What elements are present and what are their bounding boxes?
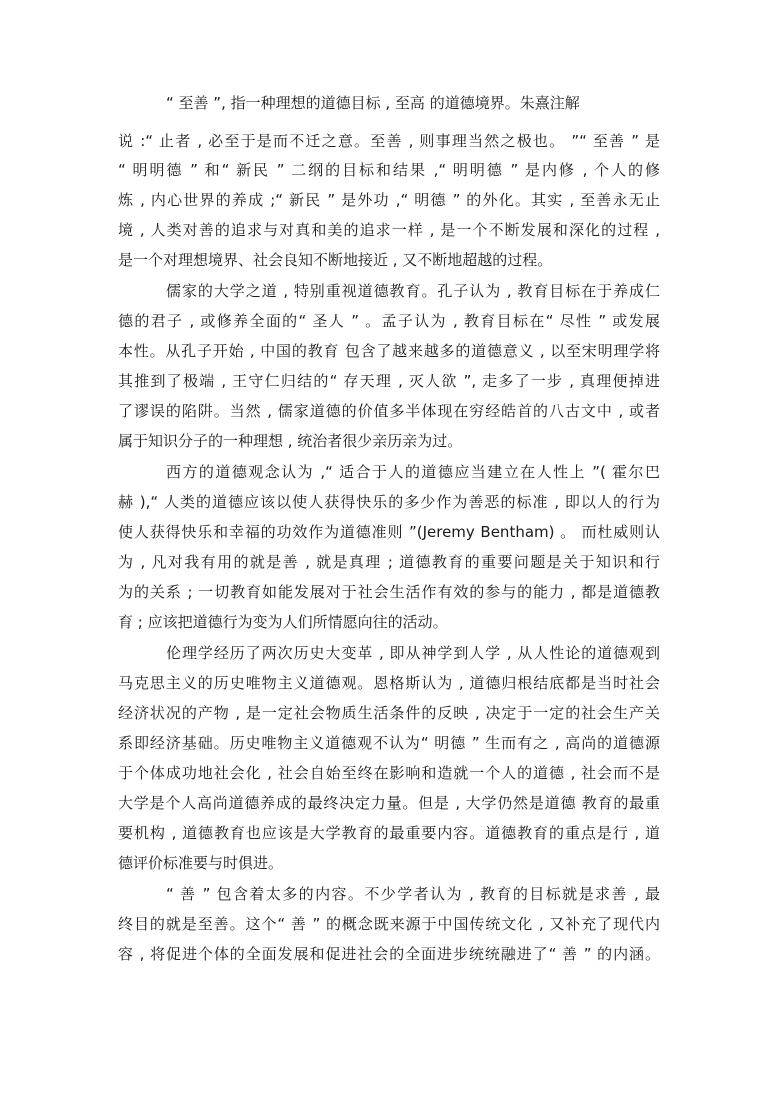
paragraph-1-line-5: 境 , 人类对善的追求与对真和美的追求一样 , 是一个不断发展和深化的过程 , bbox=[118, 221, 660, 239]
paragraph-4-line-5: 于个体成功地社会化 , 社会自始至终在影响和造就一个人的道德 , 社会而不是 bbox=[118, 764, 660, 782]
paragraph-2-line-4: 其推到了极端 , 王守仁归结的“ 存天理 , 灭人欲 ”, 走多了一步 , 真理便掉进 bbox=[118, 372, 660, 390]
paragraph-3-line-6: 育 ; 应该把道德行为变为人们所情愿向往的活动。 bbox=[118, 613, 448, 631]
paragraph-1-line-3: “ 明明德 ” 和“ 新民 ” 二纲的目标和结果 ,“ 明明德 ” 是内修 , 个人的修 bbox=[118, 161, 660, 179]
paragraph-1-line-4: 炼 , 内心世界的养成 ;“ 新民 ” 是外功 ,“ 明德 ” 的外化。其实 , 至善永无止 bbox=[118, 191, 660, 209]
paragraph-1-line-6: 是一个对理想境界、社会良知不断地接近 , 又不断地超越的过程。 bbox=[118, 251, 553, 269]
paragraph-2-line-6: 属于知识分子的一种理想 , 统治者很少亲历亲为过。 bbox=[118, 432, 463, 450]
paragraph-4-line-8: 德评价标准要与时俱进。 bbox=[118, 854, 284, 872]
paragraph-4-line-6: 大学是个人高尚道德养成的最终决定力量。但是 , 大学仍然是道德 教育的最重 bbox=[118, 794, 660, 812]
paragraph-2-line-1: 儒家的大学之道 , 特别重视道德教育。孔子认为 , 教育目标在于养成仁 bbox=[166, 282, 660, 300]
paragraph-2-line-5: 了谬误的陷阱。当然 , 儒家道德的价值多半体现在穷经皓首的八古文中 , 或者 bbox=[118, 402, 660, 420]
paragraph-5-line-2: 终目的就是至善。这个“ 善 ” 的概念既来源于中国传统文化 , 又补充了现代内 bbox=[118, 915, 660, 933]
paragraph-3-line-1: 西方的道德观念认为 ,“ 适合于人的道德应当建立在人性上 ”( 霍尔巴 bbox=[166, 463, 660, 481]
paragraph-1-line-2: 说 :“ 止者 , 必至于是而不迁之意。至善 , 则事理当然之极也。 ”“ 至善 ” 是 bbox=[118, 132, 660, 150]
paragraph-2-line-2: 德的君子 , 或修养全面的“ 圣人 ” 。孟子认为 , 教育目标在“ 尽性 ” 或发展 bbox=[118, 312, 660, 330]
paragraph-3-line-4: 为 , 凡对我有用的就是善 , 就是真理 ; 道德教育的重要问题是关于知识和行 bbox=[118, 553, 660, 571]
paragraph-1-line-1: “ 至善 ”, 指一种理想的道德目标 , 至高 的道德境界。朱熹注解 bbox=[166, 94, 580, 112]
paragraph-4-line-3: 经济状况的产物 , 是一定社会物质生活条件的反映 , 决定于一定的社会生产关 bbox=[118, 704, 660, 722]
paragraph-4-line-4: 系即经济基础。历史唯物主义道德观不认为“ 明德 ” 生而有之 , 高尚的道德源 bbox=[118, 734, 660, 752]
paragraph-4-line-7: 要机构 , 道德教育也应该是大学教育的最重要内容。道德教育的重点是行 , 道 bbox=[118, 824, 660, 842]
paragraph-2-line-3: 本性。从孔子开始 , 中国的教育 包含了越来越多的道德意义 , 以至宋明理学将 bbox=[118, 342, 660, 360]
paragraph-5-line-3: 容 , 将促进个体的全面发展和促进社会的全面进步统统融进了“ 善 ” 的内涵。 bbox=[118, 945, 660, 963]
paragraph-5-line-1: “ 善 ” 包含着太多的内容。不少学者认为 , 教育的目标就是求善 , 最 bbox=[166, 885, 660, 903]
paragraph-3-line-2: 赫 ),“ 人类的道德应该以使人获得快乐的多少作为善恶的标准 , 即以人的行为 bbox=[118, 493, 660, 511]
paragraph-4-line-2: 马克思主义的历史唯物主义道德观。恩格斯认为 , 道德归根结底都是当时社会 bbox=[118, 674, 660, 692]
paragraph-4-line-1: 伦理学经历了两次历史大变革 , 即从神学到人学 , 从人性论的道德观到 bbox=[166, 644, 660, 662]
paragraph-3-line-5: 为的关系 ; 一切教育如能发展对于社会生活作有效的参与的能力 , 都是道德教 bbox=[118, 583, 660, 601]
paragraph-3-line-3: 使人获得快乐和幸福的功效作为道德准则 ”(Jeremy Bentham) 。 而杜威则认 bbox=[118, 523, 660, 541]
